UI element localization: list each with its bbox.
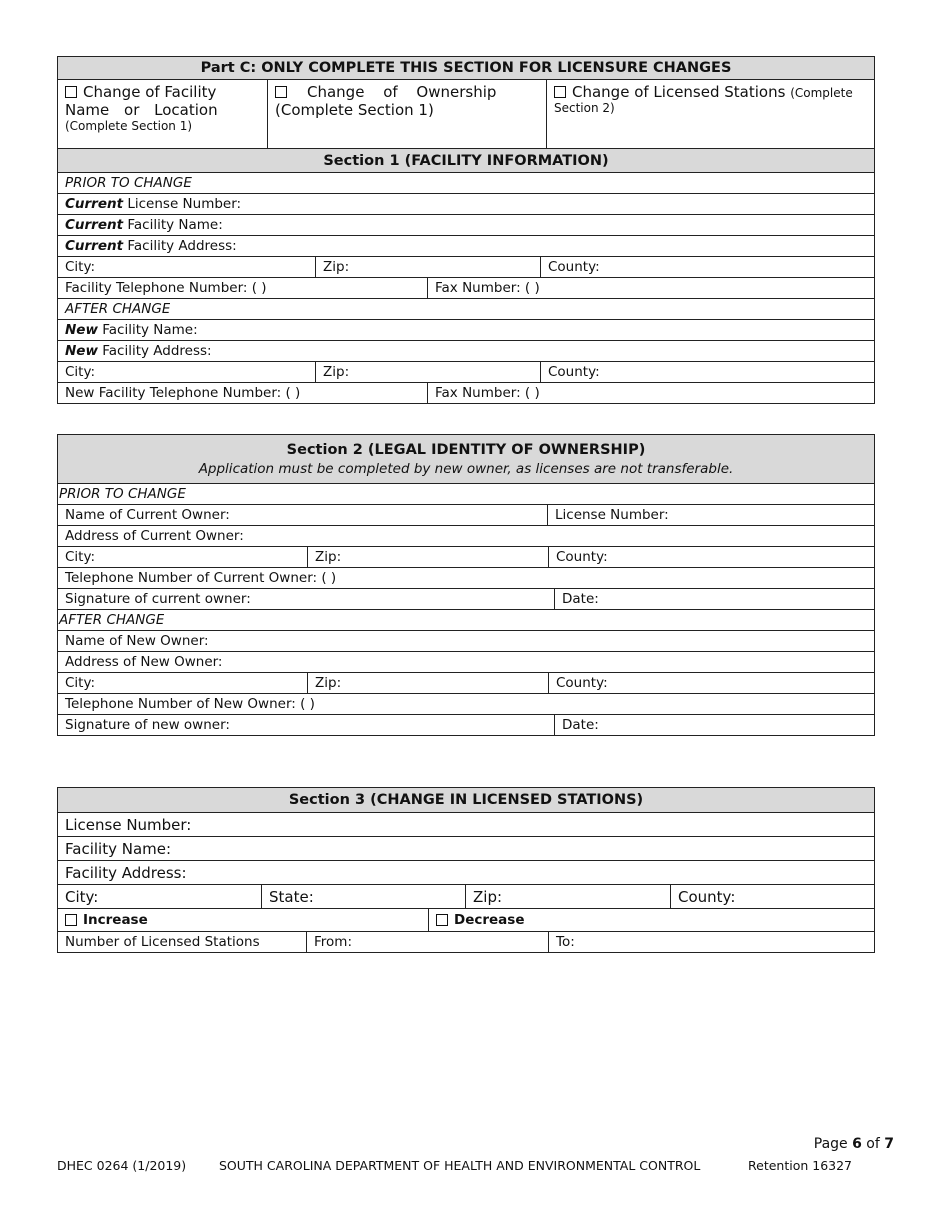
increase-checkbox[interactable] — [65, 914, 77, 926]
department-name: SOUTH CAROLINA DEPARTMENT OF HEALTH AND ENVIRONMENTAL CONTROL — [219, 1158, 701, 1173]
change-stations-checkbox[interactable] — [554, 86, 566, 98]
current-fax-field[interactable]: Fax Number: ( ) — [427, 278, 874, 298]
stations-from-field[interactable]: From: — [306, 932, 548, 952]
new-owner-date-field[interactable]: Date: — [554, 715, 874, 735]
new-city-field[interactable]: City: — [65, 364, 96, 380]
increase-option[interactable]: Increase — [58, 909, 428, 931]
number-of-stations-label: Number of Licensed Stations — [65, 934, 260, 950]
station-facility-name-field[interactable]: Facility Name: — [65, 839, 172, 858]
new-owner-county-field[interactable]: County: — [548, 673, 874, 693]
option-change-facility[interactable]: Change of Facility Name or Location (Complete Section 1) — [65, 83, 218, 133]
station-facility-address-field[interactable]: Facility Address: — [65, 863, 187, 882]
current-zip-field[interactable]: Zip: — [315, 257, 540, 277]
owner-license-number-field[interactable]: License Number: — [547, 505, 874, 525]
current-county-field[interactable]: County: — [540, 257, 874, 277]
current-owner-city-field[interactable]: City: — [65, 549, 96, 565]
section-1-title: Section 1 (FACILITY INFORMATION) — [58, 149, 874, 172]
current-facility-name-field[interactable]: Current Facility Name: — [65, 217, 223, 233]
new-owner-signature-field[interactable]: Signature of new owner: — [65, 717, 230, 733]
current-license-number-field[interactable]: Current License Number: — [65, 196, 242, 212]
new-owner-city-field[interactable]: City: — [65, 675, 96, 691]
new-owner-phone-field[interactable]: Telephone Number of New Owner: ( ) — [65, 696, 315, 712]
section-2-header — [58, 435, 874, 483]
new-zip-field[interactable]: Zip: — [315, 362, 540, 382]
option-change-stations[interactable]: Change of Licensed Stations (Complete Section 2) — [546, 80, 874, 148]
new-owner-name-field[interactable]: Name of New Owner: — [65, 633, 209, 649]
new-county-field[interactable]: County: — [540, 362, 874, 382]
owner-after-change-label: AFTER CHANGE — [59, 612, 165, 628]
section-3-table — [57, 787, 875, 953]
part-c-table — [57, 56, 875, 404]
new-facility-address-field[interactable]: New Facility Address: — [65, 343, 212, 359]
current-owner-phone-field[interactable]: Telephone Number of Current Owner: ( ) — [65, 570, 337, 586]
current-owner-zip-field[interactable]: Zip: — [307, 547, 548, 567]
option-change-ownership[interactable]: Change of Ownership (Complete Section 1) — [267, 80, 546, 148]
change-facility-checkbox[interactable] — [65, 86, 77, 98]
change-ownership-checkbox[interactable] — [275, 86, 287, 98]
station-state-field[interactable]: State: — [261, 885, 465, 908]
current-owner-date-field[interactable]: Date: — [554, 589, 874, 609]
retention-code: Retention 16327 — [748, 1158, 853, 1173]
prior-to-change-label: PRIOR TO CHANGE — [65, 175, 192, 191]
after-change-label: AFTER CHANGE — [65, 301, 171, 317]
new-phone-field[interactable]: New Facility Telephone Number: ( ) — [65, 385, 301, 401]
decrease-option[interactable]: Decrease — [428, 909, 874, 931]
section-2-subtitle: Application must be completed by new owner, as licenses are not transferable. — [198, 460, 734, 477]
page-number: Page 6 of 7 — [813, 1136, 894, 1152]
current-owner-county-field[interactable]: County: — [548, 547, 874, 567]
decrease-checkbox[interactable] — [436, 914, 448, 926]
new-owner-zip-field[interactable]: Zip: — [307, 673, 548, 693]
new-facility-name-field[interactable]: New Facility Name: — [65, 322, 198, 338]
current-city-field[interactable]: City: — [65, 259, 96, 275]
section-3-title: Section 3 (CHANGE IN LICENSED STATIONS) — [58, 788, 874, 812]
current-owner-address-field[interactable]: Address of Current Owner: — [65, 528, 244, 544]
current-owner-name-field[interactable]: Name of Current Owner: — [65, 507, 230, 523]
current-phone-field[interactable]: Facility Telephone Number: ( ) — [65, 280, 267, 296]
station-zip-field[interactable]: Zip: — [465, 885, 670, 908]
station-county-field[interactable]: County: — [670, 885, 874, 908]
station-license-number-field[interactable]: License Number: — [65, 815, 192, 834]
section-2-title: Section 2 (LEGAL IDENTITY OF OWNERSHIP) — [286, 441, 646, 458]
new-fax-field[interactable]: Fax Number: ( ) — [427, 383, 874, 403]
new-owner-address-field[interactable]: Address of New Owner: — [65, 654, 223, 670]
station-city-field[interactable]: City: — [65, 887, 99, 906]
section-2-table — [57, 434, 875, 736]
form-number: DHEC 0264 (1/2019) — [57, 1158, 187, 1173]
owner-prior-to-change-label: PRIOR TO CHANGE — [59, 486, 186, 502]
current-facility-address-field[interactable]: Current Facility Address: — [65, 238, 237, 254]
part-c-title: Part C: ONLY COMPLETE THIS SECTION FOR LICENSURE CHANGES — [58, 57, 874, 79]
stations-to-field[interactable]: To: — [548, 932, 874, 952]
current-owner-signature-field[interactable]: Signature of current owner: — [65, 591, 251, 607]
